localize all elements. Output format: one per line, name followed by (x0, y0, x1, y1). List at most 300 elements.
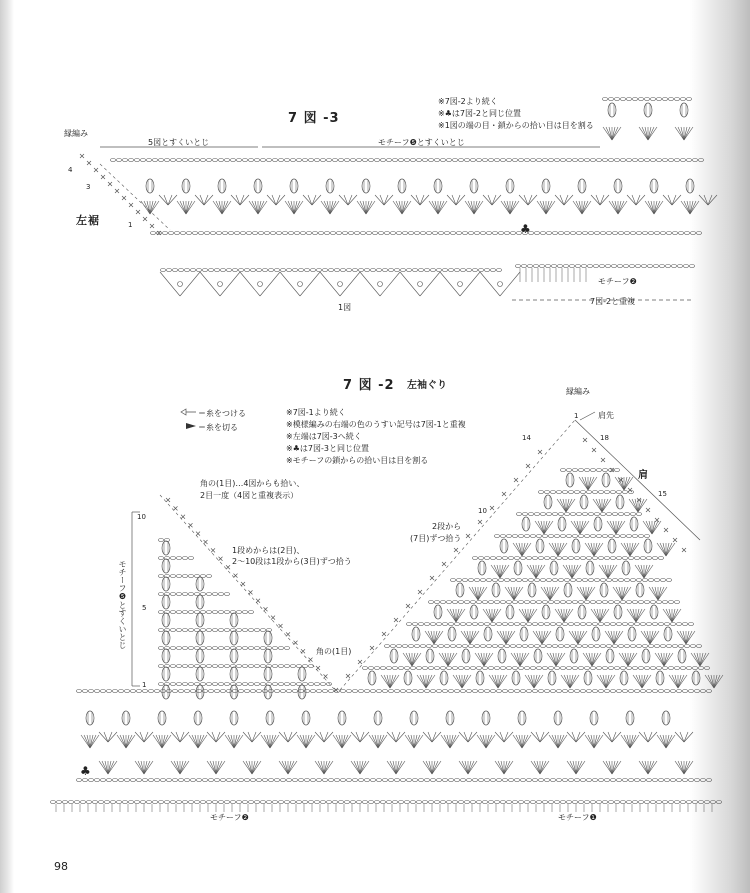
fan-stitch (510, 201, 516, 214)
chain-row (400, 269, 405, 272)
v-stitch (348, 195, 352, 205)
v-stitch (639, 732, 648, 742)
fan-stitch (464, 631, 470, 644)
v-stitch (648, 732, 652, 742)
v-stitch (504, 732, 508, 742)
chain-row (706, 779, 711, 782)
fan-stitch (658, 587, 664, 600)
chain-row (648, 232, 653, 235)
pickup-note-line-2: 2～10段は1段から(3目)ずつ拾う (232, 557, 352, 566)
chain-row (268, 690, 273, 693)
v-stitch (396, 732, 400, 742)
chain-row (646, 623, 651, 626)
chain-row (521, 265, 526, 268)
chain-row (254, 159, 259, 162)
chain-row (554, 535, 559, 538)
fan-stitch (222, 201, 228, 214)
chain-row (404, 159, 409, 162)
chain-row (530, 801, 535, 804)
chain-row (552, 232, 557, 235)
chain-row (570, 513, 575, 516)
chain-row (576, 579, 581, 582)
chain-row (522, 645, 527, 648)
chain-row (260, 683, 265, 686)
popcorn-stitch (470, 179, 478, 193)
fan-stitch (586, 653, 592, 666)
fan-stitch (186, 201, 192, 214)
chain-row (516, 645, 521, 648)
chain-row (254, 683, 259, 686)
chain-row (346, 690, 351, 693)
chain-row (578, 601, 583, 604)
chain-row (356, 801, 361, 804)
popcorn-stitch (514, 561, 522, 575)
chain-row (436, 779, 441, 782)
fan-stitch (408, 735, 414, 748)
fan-stitch (624, 543, 630, 556)
chain-row (118, 690, 123, 693)
v-stitch (200, 195, 204, 205)
chain-row (286, 779, 291, 782)
chain-row (536, 159, 541, 162)
chain-row (662, 159, 667, 162)
v-stitch (432, 732, 436, 742)
chain-row (222, 232, 227, 235)
chain-row (170, 593, 175, 596)
fan-stitch (574, 521, 580, 534)
chain-row (206, 593, 211, 596)
chain-row (116, 801, 121, 804)
chain-row (526, 779, 531, 782)
popcorn-stitch (636, 583, 644, 597)
chain-row (490, 690, 495, 693)
fan-stitch (228, 735, 234, 748)
popcorn-stitch (162, 595, 170, 609)
chain-row (592, 779, 597, 782)
chain-row (328, 269, 333, 272)
chain-row (500, 801, 505, 804)
chain-row (562, 623, 567, 626)
chain-row (328, 779, 333, 782)
chain-row (614, 535, 619, 538)
chain-row (572, 535, 577, 538)
fan-stitch (600, 609, 606, 622)
chain-row (592, 557, 597, 560)
chain-row (368, 667, 373, 670)
lattice-line (300, 272, 320, 296)
chain-row (614, 159, 619, 162)
chain-row (320, 159, 325, 162)
chain-row (464, 159, 469, 162)
chain-row (236, 611, 241, 614)
chain-row (148, 779, 153, 782)
chain-row (606, 645, 611, 648)
chain-row (604, 623, 609, 626)
chain-row (578, 801, 583, 804)
fan-stitch (594, 543, 600, 556)
chain-row (502, 779, 507, 782)
chain-row (566, 535, 571, 538)
chain-row (530, 667, 535, 670)
chain-row (706, 690, 711, 693)
chain-row (566, 469, 571, 472)
chain-row (438, 232, 443, 235)
chain-row (308, 159, 313, 162)
chain-row (268, 779, 273, 782)
fan-stitch (570, 675, 576, 688)
v-stitch (420, 195, 429, 205)
chain-row (224, 593, 229, 596)
chain-row (676, 779, 681, 782)
chain-row (500, 667, 505, 670)
fan-stitch (616, 521, 622, 534)
chain-row (432, 645, 437, 648)
chain-row (538, 690, 543, 693)
fan-stitch (536, 631, 542, 644)
chain-row (184, 690, 189, 693)
popcorn-stitch (482, 711, 490, 725)
chain-row (326, 801, 331, 804)
chain-row (152, 159, 157, 162)
chain-row (556, 557, 561, 560)
chain-row (470, 667, 475, 670)
chain-row (682, 690, 687, 693)
chain-row (260, 801, 265, 804)
fan-stitch (478, 653, 484, 666)
chain-row (506, 601, 511, 604)
chain-row (534, 513, 539, 516)
chain-row (418, 779, 423, 782)
chain-row (574, 557, 579, 560)
chain-row (466, 690, 471, 693)
v-stitch (576, 732, 580, 742)
chain-row (398, 667, 403, 670)
diagram-7-2-note-4: ※♣は7図-3と同じ位置 (286, 444, 369, 453)
v-stitch (699, 195, 708, 205)
chain-row (652, 779, 657, 782)
chain-row (154, 690, 159, 693)
chain-row (617, 265, 622, 268)
chain-row (168, 232, 173, 235)
chain-row (572, 601, 577, 604)
popcorn-stitch (578, 179, 586, 193)
chain-row (106, 779, 111, 782)
fan-stitch (462, 761, 468, 774)
chain-row (428, 159, 433, 162)
fan-stitch (216, 761, 222, 774)
chain-row (508, 557, 513, 560)
v-stitch (519, 195, 528, 205)
v-stitch (324, 732, 333, 742)
chain-row (380, 159, 385, 162)
fan-stitch (306, 735, 312, 748)
fan-stitch (480, 735, 486, 748)
chain-row (610, 491, 615, 494)
diagram-7-3-club-mark: ♣ (520, 222, 531, 236)
chain-row (340, 779, 345, 782)
chain-row (182, 611, 187, 614)
chain-row (400, 779, 405, 782)
popcorn-stitch (390, 649, 398, 663)
fan-stitch (252, 761, 258, 774)
chain-row (280, 269, 285, 272)
chain-row (174, 232, 179, 235)
popcorn-stitch (146, 179, 154, 193)
v-stitch (684, 732, 688, 742)
fan-stitch (102, 761, 108, 774)
chain-row (526, 690, 531, 693)
chain-row (298, 779, 303, 782)
fan-stitch (606, 761, 612, 774)
chain-row (284, 159, 289, 162)
chain-row (620, 159, 625, 162)
chain-row (82, 690, 87, 693)
chain-row (332, 159, 337, 162)
chain-row (626, 98, 631, 101)
v-stitch (104, 732, 108, 742)
chain-row (264, 232, 269, 235)
popcorn-stitch (196, 649, 204, 663)
v-stitch (468, 732, 472, 742)
fan-stitch (450, 735, 456, 748)
fan-stitch (514, 587, 520, 600)
chain-row (198, 232, 203, 235)
chain-row (560, 801, 565, 804)
chain-row (528, 579, 533, 582)
v-stitch (339, 195, 348, 205)
chain-row (392, 801, 397, 804)
fan-stitch (150, 201, 156, 214)
chain-row (592, 623, 597, 626)
chain-row (640, 623, 645, 626)
chain-row (580, 557, 585, 560)
chain-row (206, 629, 211, 632)
chain-row (226, 779, 231, 782)
chain-row (394, 690, 399, 693)
chain-row (236, 665, 241, 668)
fan-stitch (596, 499, 602, 512)
chain-row (538, 491, 543, 494)
popcorn-stitch (630, 517, 638, 531)
chain-row (100, 779, 105, 782)
diagram-7-2-row-1-left: 1 (142, 681, 147, 689)
chain-row (146, 159, 151, 162)
chain-row (448, 690, 453, 693)
chain-row (240, 232, 245, 235)
fan-stitch (432, 761, 438, 774)
chain-row (468, 579, 473, 582)
chain-row (556, 491, 561, 494)
chain-row (444, 645, 449, 648)
chain-row (74, 801, 79, 804)
fan-stitch (470, 631, 476, 644)
chain-row (412, 690, 417, 693)
chain-row (581, 265, 586, 268)
popcorn-stitch (584, 671, 592, 685)
chain-row (318, 232, 323, 235)
chain-row (572, 667, 577, 670)
chain-row (212, 665, 217, 668)
chain-row (590, 535, 595, 538)
chain-row (206, 611, 211, 614)
diagram-7-3-fig1-label: 1図 (338, 303, 352, 312)
fan-stitch (468, 201, 474, 214)
chain-row (236, 801, 241, 804)
fan-stitch (156, 735, 162, 748)
chain-row (672, 645, 677, 648)
chain-row (438, 645, 443, 648)
fan-stitch (612, 201, 618, 214)
chain-row (110, 159, 115, 162)
fan-stitch (462, 675, 468, 688)
chain-row (436, 690, 441, 693)
chain-row (660, 579, 665, 582)
chain-row (452, 601, 457, 604)
chain-row (656, 159, 661, 162)
v-stitch (648, 732, 657, 742)
chain-row (602, 535, 607, 538)
chain-row (508, 623, 513, 626)
popcorn-stitch (456, 583, 464, 597)
chain-row (527, 265, 532, 268)
chain-row (190, 779, 195, 782)
v-stitch (492, 195, 496, 205)
chain-row (660, 232, 665, 235)
chain-row (358, 779, 363, 782)
chain-row (570, 579, 575, 582)
chain-row (476, 801, 481, 804)
fan-stitch (412, 653, 418, 666)
chain-row (484, 623, 489, 626)
chain-row (530, 159, 535, 162)
popcorn-stitch (580, 495, 588, 509)
chain-row (298, 269, 303, 272)
chain-row (212, 611, 217, 614)
chain-row (130, 779, 135, 782)
v-stitch (600, 195, 609, 205)
fan-stitch (578, 631, 584, 644)
fan-stitch (594, 735, 600, 748)
chain-row (278, 159, 283, 162)
chain-row (440, 601, 445, 604)
chain-row (418, 269, 423, 272)
chain-row (374, 159, 379, 162)
chain-row (662, 801, 667, 804)
chain-row (514, 623, 519, 626)
diagram-7-3-note-1: ※7図-2より続く (438, 97, 498, 106)
popcorn-stitch (470, 605, 478, 619)
chain-row (128, 159, 133, 162)
legend-cut-yarn: ＝糸を切る (198, 423, 238, 432)
chain-row (474, 579, 479, 582)
chain-row (436, 269, 441, 272)
fan-stitch (402, 201, 408, 214)
chain-row (610, 779, 615, 782)
chain-row (422, 801, 427, 804)
chain-row (652, 623, 657, 626)
chain-row (656, 801, 661, 804)
chain-row (158, 593, 163, 596)
chain-row (304, 690, 309, 693)
chain-row (428, 801, 433, 804)
popcorn-stitch (572, 539, 580, 553)
chain-row (614, 667, 619, 670)
chain-row (534, 232, 539, 235)
chain-row (170, 629, 175, 632)
popcorn-stitch (656, 671, 664, 685)
chain-row (524, 601, 529, 604)
fan-stitch (414, 735, 420, 748)
chain-row (466, 623, 471, 626)
chain-row (372, 232, 377, 235)
shoulder-tip-label: 肩先 (598, 411, 614, 420)
chain-row (292, 779, 297, 782)
chain-row (568, 690, 573, 693)
v-stitch (432, 732, 441, 742)
chain-row (196, 690, 201, 693)
v-stitch (231, 195, 240, 205)
popcorn-stitch (650, 179, 658, 193)
popcorn-stitch (518, 711, 526, 725)
diagram-7-2-row-1-top: 1 (574, 412, 579, 420)
popcorn-stitch (622, 561, 630, 575)
v-stitch (596, 195, 600, 205)
chain-row (314, 801, 319, 804)
chain-row (170, 665, 175, 668)
chain-row (250, 269, 255, 272)
chain-row (602, 667, 607, 670)
v-stitch (564, 195, 573, 205)
chain-row (312, 232, 317, 235)
chain-row (528, 513, 533, 516)
chain-row (206, 683, 211, 686)
chain-row (518, 601, 523, 604)
chain-row (436, 623, 441, 626)
fan-stitch (582, 201, 588, 214)
chain-row (512, 601, 517, 604)
chain-row (322, 690, 327, 693)
chain-row (498, 579, 503, 582)
chain-row (576, 645, 581, 648)
chain-row (582, 513, 587, 516)
chain-row (550, 779, 555, 782)
chain-row (280, 779, 285, 782)
chain-row (208, 779, 213, 782)
chain-row (236, 159, 241, 162)
fan-stitch (444, 735, 450, 748)
fan-stitch (684, 201, 690, 214)
chain-row (62, 801, 67, 804)
v-stitch (308, 195, 312, 205)
v-stitch (195, 195, 204, 205)
v-stitch (312, 195, 316, 205)
chain-row (644, 601, 649, 604)
chain-row (490, 779, 495, 782)
chain-row (140, 159, 145, 162)
chain-row (566, 159, 571, 162)
chain-row (586, 779, 591, 782)
chain-row (272, 159, 277, 162)
chain-row (406, 779, 411, 782)
fan-stitch (612, 761, 618, 774)
popcorn-stitch (448, 627, 456, 641)
popcorn-stitch (440, 671, 448, 685)
chain-row (362, 159, 367, 162)
chain-row (574, 779, 579, 782)
lattice-node (338, 282, 343, 287)
fan-stitch (520, 653, 526, 666)
v-stitch (384, 195, 388, 205)
